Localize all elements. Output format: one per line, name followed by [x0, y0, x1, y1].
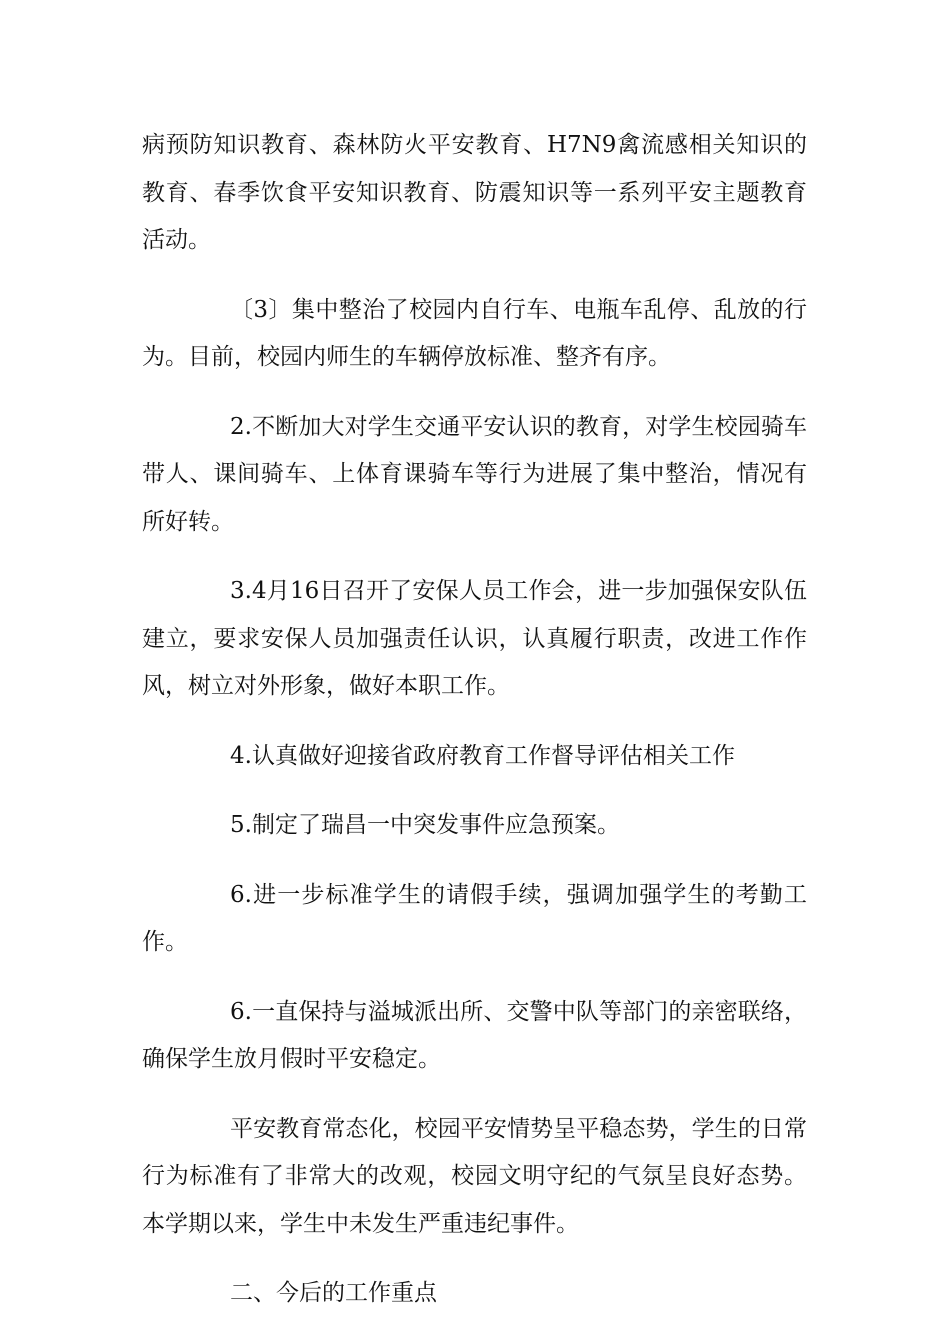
paragraph-item-4-inspection: 4.认真做好迎接省政府教育工作督导评估相关工作	[230, 742, 735, 769]
paragraph-item-2-traffic-safety: 2.不断加大对学生交通平安认识的教育，对学生校园骑车带人、课间骑车、上体育课骑车等行为进展了集中整治，情况有所好转。	[142, 413, 807, 535]
paragraph-item-6-police-liaison: 6.一直保持与溢城派出所、交警中队等部门的亲密联络，确保学生放月假时平安稳定。	[142, 998, 807, 1072]
paragraph-item-3-vehicle-rectification: 〔3〕集中整治了校园内自行车、电瓶车乱停、乱放的行为。目前，校园内师生的车辆停放标准、整齐有序。	[142, 296, 807, 370]
document-body	[142, 122, 807, 1340]
paragraph-item-5-emergency-plan: 5.制定了瑞昌一中突发事件应急预案。	[230, 812, 620, 838]
paragraph-item-6-leave-procedure: 6.进一步标准学生的请假手续，强调加强学生的考勤工作。	[142, 881, 807, 955]
section-heading-future-work: 二、今后的工作重点	[230, 1280, 437, 1306]
paragraph-health-education: 病预防知识教育、森林防火平安教育、H7N9禽流感相关知识的教育、春季饮食平安知识教育、防震知识等一系列平安主题教育活动。	[142, 132, 807, 253]
paragraph-summary: 平安教育常态化，校园平安情势呈平稳态势，学生的日常行为标准有了非常大的改观，校园文明守纪的气氛呈良好态势。本学期以来，学生中未发生严重违纪事件。	[142, 1115, 807, 1237]
paragraph-item-3-security-meeting: 3.4月16日召开了安保人员工作会，进一步加强保安队伍建立，要求安保人员加强责任认识，认真履行职责，改进工作作风，树立对外形象，做好本职工作。	[142, 578, 807, 699]
